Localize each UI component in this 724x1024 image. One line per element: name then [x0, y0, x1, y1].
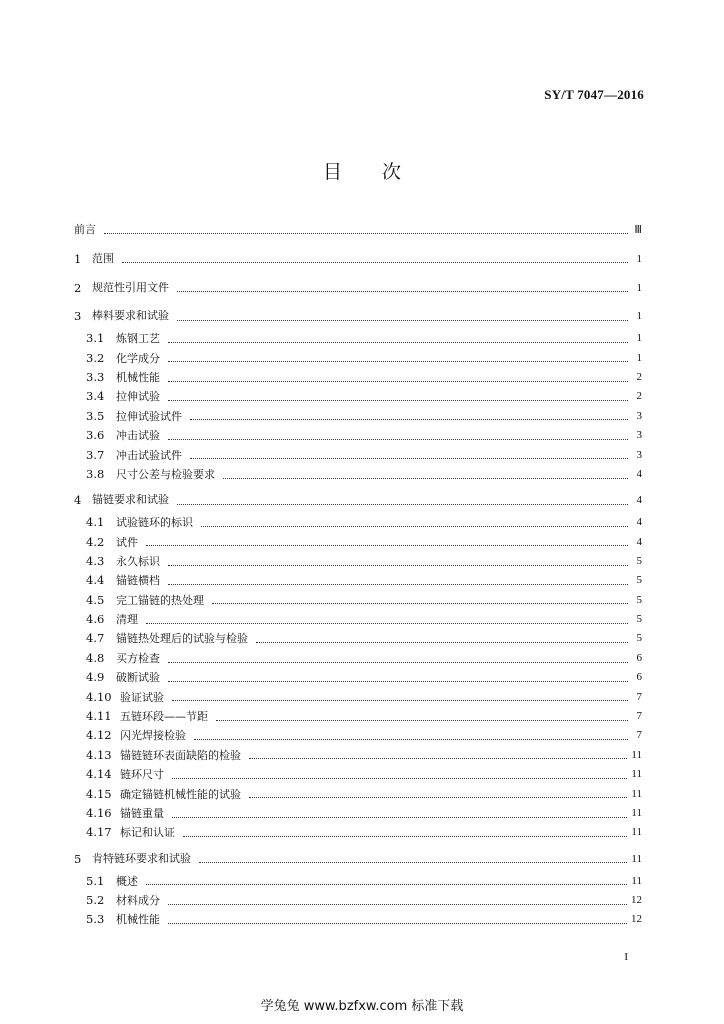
dot-leader — [146, 883, 627, 885]
toc-entry-section[interactable] — [74, 387, 642, 406]
dot-leader — [216, 719, 628, 721]
page-title — [0, 157, 724, 184]
toc-entry-number: 4.2 — [86, 534, 105, 549]
toc-entry-label: 五链环段——节距 — [120, 710, 208, 724]
toc-entry-label: 锚链链环表面缺陷的检验 — [120, 748, 241, 762]
toc-entry-number: 3 — [74, 309, 82, 324]
toc-entry-number: 4.12 — [86, 728, 112, 743]
toc-entry-number: 5.3 — [86, 912, 105, 927]
dot-leader — [199, 861, 627, 863]
dot-leader — [223, 477, 628, 479]
toc-entry-page: 7 — [636, 729, 642, 742]
toc-entry-number: 4.17 — [86, 825, 112, 840]
toc-entry-number: 4.16 — [86, 805, 112, 820]
toc-entry-page: Ⅲ — [634, 224, 642, 236]
dot-leader — [146, 544, 628, 546]
toc-entry-section[interactable] — [74, 688, 642, 707]
toc-entry-number: 5.1 — [86, 873, 105, 888]
toc-entry-section[interactable] — [74, 746, 642, 765]
toc-entry-page: 6 — [636, 671, 642, 684]
dot-leader — [172, 777, 627, 779]
dot-leader — [168, 661, 628, 663]
title-char-2: 次 — [382, 161, 402, 183]
toc-entry-page: 11 — [631, 826, 642, 839]
dot-leader — [172, 699, 628, 701]
dot-leader — [249, 796, 627, 798]
toc-entry-label: 破断试验 — [116, 671, 160, 685]
toc-entry-number: 4.9 — [86, 670, 105, 685]
toc-entry-label: 试件 — [116, 535, 138, 549]
toc-entry-label: 冲击试验 — [116, 429, 160, 443]
toc-entry-page: 4 — [636, 467, 642, 480]
dot-leader — [177, 290, 628, 292]
toc-entry-number: 3.3 — [86, 369, 105, 384]
dot-leader — [122, 261, 628, 263]
toc-entry-number: 4.10 — [86, 689, 112, 704]
toc-entry-page: 3 — [636, 409, 642, 422]
toc-entry-page: 7 — [636, 690, 642, 703]
toc-entry-page: 6 — [636, 651, 642, 664]
toc-entry-section[interactable] — [74, 513, 642, 532]
toc-entry-section[interactable] — [74, 726, 642, 745]
toc-entry-section[interactable] — [74, 571, 642, 590]
toc-entry-section[interactable] — [74, 872, 642, 891]
toc-entry-page: 5 — [636, 554, 642, 567]
toc-entry-chapter[interactable] — [74, 247, 642, 272]
toc-entry-section[interactable] — [74, 591, 642, 610]
toc-entry-section[interactable] — [74, 349, 642, 368]
toc-entry-label: 范围 — [92, 251, 114, 265]
toc-entry-page: 11 — [631, 748, 642, 761]
toc-entry-page: 11 — [631, 852, 642, 865]
toc-entry-page: 5 — [636, 632, 642, 645]
toc-entry-label: 永久标识 — [116, 554, 160, 568]
toc-entry-label: 材料成分 — [116, 893, 160, 907]
toc-entry-label: 买方检查 — [116, 651, 160, 665]
toc-entry-section[interactable] — [74, 891, 642, 910]
toc-entry-number: 3.5 — [86, 408, 105, 423]
toc-entry-label: 尺寸公差与检验要求 — [116, 467, 215, 481]
toc-entry-page: 2 — [636, 370, 642, 383]
toc-entry-chapter[interactable] — [74, 488, 642, 513]
toc-entry-label: 棒料要求和试验 — [92, 309, 169, 323]
toc-entry-section[interactable] — [74, 765, 642, 784]
toc-entry-section[interactable] — [74, 552, 642, 571]
toc-entry-chapter[interactable] — [74, 847, 642, 872]
toc-entry-section[interactable] — [74, 910, 642, 929]
toc-entry-number: 1 — [74, 251, 82, 266]
toc-entry-label: 化学成分 — [116, 351, 160, 365]
toc-entry-page: 4 — [636, 535, 642, 548]
dot-leader — [168, 903, 627, 905]
toc-entry-page: 11 — [631, 768, 642, 781]
toc-entry-page: 7 — [636, 710, 642, 723]
toc-entry-number: 4.4 — [86, 573, 105, 588]
toc-entry-page: 1 — [636, 310, 642, 323]
toc-entry-section[interactable] — [74, 668, 642, 687]
dot-leader — [168, 438, 628, 440]
dot-leader — [256, 641, 628, 643]
page-number: I — [624, 951, 628, 963]
toc-entry-label: 完工锚链的热处理 — [116, 593, 204, 607]
toc-entry-page: 11 — [631, 806, 642, 819]
toc-entry-section[interactable] — [74, 407, 642, 426]
toc-entry-label: 机械性能 — [116, 913, 160, 927]
toc-entry-number: 4.11 — [86, 709, 112, 724]
dot-leader — [168, 380, 628, 382]
toc-entry-label: 闪光焊接检验 — [120, 729, 186, 743]
toc-entry-page: 11 — [631, 787, 642, 800]
toc-entry-number: 2 — [74, 280, 82, 295]
dot-leader — [194, 738, 628, 740]
dot-leader — [190, 457, 628, 459]
toc-entry-label: 标记和认证 — [120, 826, 175, 840]
toc-entry-number: 3.4 — [86, 389, 105, 404]
toc-entry-chapter[interactable] — [74, 304, 642, 329]
toc-entry-number: 4.14 — [86, 767, 112, 782]
toc-entry-label: 清理 — [116, 613, 138, 627]
toc-entry-label: 前言 — [74, 223, 96, 236]
title-char-1: 目 — [322, 161, 342, 183]
toc-entry-label: 链环尺寸 — [120, 768, 164, 782]
dot-leader — [168, 341, 628, 343]
dot-leader — [104, 232, 628, 234]
toc-entry-label: 炼钢工艺 — [116, 332, 160, 346]
toc-entry-label: 锚链横档 — [116, 574, 160, 588]
toc-entry-page: 5 — [636, 593, 642, 606]
toc-entry-page: 1 — [636, 281, 642, 294]
toc-entry-page: 1 — [636, 351, 642, 364]
toc-entry-section[interactable] — [74, 804, 642, 823]
toc-entry-number: 3.8 — [86, 466, 105, 481]
toc-entry-page: 5 — [636, 613, 642, 626]
table-of-contents — [74, 218, 642, 930]
dot-leader — [249, 757, 627, 759]
toc-entry-page: 3 — [636, 448, 642, 461]
toc-entry-label: 锚链热处理后的试验与检验 — [116, 632, 248, 646]
toc-entry-chapter[interactable] — [74, 218, 642, 243]
toc-entry-section[interactable] — [74, 610, 642, 629]
toc-entry-label: 机械性能 — [116, 370, 160, 384]
toc-entry-chapter[interactable] — [74, 276, 642, 301]
dot-leader — [172, 816, 627, 818]
site-watermark: 学兔兔 www.bzfxw.com 标准下载 — [260, 999, 464, 1014]
toc-entry-section[interactable] — [74, 426, 642, 445]
toc-entry-page: 1 — [636, 332, 642, 345]
dot-leader — [177, 319, 628, 321]
toc-entry-page: 2 — [636, 390, 642, 403]
toc-entry-page: 12 — [631, 913, 642, 926]
dot-leader — [168, 680, 628, 682]
toc-entry-label: 验证试验 — [120, 690, 164, 704]
toc-entry-section[interactable] — [74, 785, 642, 804]
dot-leader — [183, 835, 627, 837]
dot-leader — [168, 922, 627, 924]
toc-entry-section[interactable] — [74, 649, 642, 668]
toc-entry-number: 3.6 — [86, 428, 105, 443]
dot-leader — [168, 360, 628, 362]
toc-entry-section[interactable] — [74, 707, 642, 726]
toc-entry-number: 5.2 — [86, 892, 105, 907]
toc-entry-number: 4.6 — [86, 612, 105, 627]
standard-code: SY/T 7047—2016 — [544, 87, 644, 102]
dot-leader — [201, 525, 628, 527]
toc-entry-number: 3.2 — [86, 350, 105, 365]
toc-entry-label: 试验链环的标识 — [116, 516, 193, 530]
toc-entry-label: 锚链重量 — [120, 806, 164, 820]
toc-entry-section[interactable] — [74, 446, 642, 465]
toc-entry-label: 确定锚链机械性能的试验 — [120, 787, 241, 801]
toc-entry-section[interactable] — [74, 533, 642, 552]
toc-entry-section[interactable] — [74, 329, 642, 348]
dot-leader — [168, 583, 628, 585]
toc-entry-number: 5 — [74, 851, 82, 866]
toc-entry-number: 4.8 — [86, 650, 105, 665]
toc-entry-number: 4.13 — [86, 747, 112, 762]
toc-entry-number: 4.1 — [86, 515, 105, 530]
toc-entry-label: 冲击试验试件 — [116, 448, 182, 462]
dot-leader — [190, 418, 628, 420]
toc-entry-label: 锚链要求和试验 — [92, 493, 169, 507]
toc-entry-number: 3.7 — [86, 447, 105, 462]
toc-entry-label: 肯特链环要求和试验 — [92, 851, 191, 865]
toc-entry-section[interactable] — [74, 823, 642, 842]
toc-entry-label: 概述 — [116, 874, 138, 888]
toc-entry-label: 规范性引用文件 — [92, 280, 169, 294]
dot-leader — [168, 399, 628, 401]
toc-entry-number: 3.1 — [86, 331, 105, 346]
toc-entry-section[interactable] — [74, 629, 642, 648]
toc-entry-page: 4 — [636, 516, 642, 529]
toc-entry-number: 4.3 — [86, 553, 105, 568]
dot-leader — [177, 503, 628, 505]
dot-leader — [212, 602, 628, 604]
toc-entry-page: 11 — [631, 874, 642, 887]
toc-entry-number: 4.5 — [86, 592, 105, 607]
toc-entry-section[interactable] — [74, 465, 642, 484]
toc-entry-page: 12 — [631, 893, 642, 906]
dot-leader — [168, 564, 628, 566]
toc-entry-label: 拉伸试验 — [116, 390, 160, 404]
toc-entry-number: 4 — [74, 493, 82, 508]
toc-entry-number: 4.7 — [86, 631, 105, 646]
toc-entry-page: 5 — [636, 574, 642, 587]
toc-entry-section[interactable] — [74, 368, 642, 387]
toc-entry-label: 拉伸试验试件 — [116, 409, 182, 423]
toc-entry-page: 3 — [636, 429, 642, 442]
toc-entry-page: 1 — [636, 252, 642, 265]
toc-entry-number: 4.15 — [86, 786, 112, 801]
toc-entry-page: 4 — [636, 494, 642, 507]
dot-leader — [146, 622, 628, 624]
